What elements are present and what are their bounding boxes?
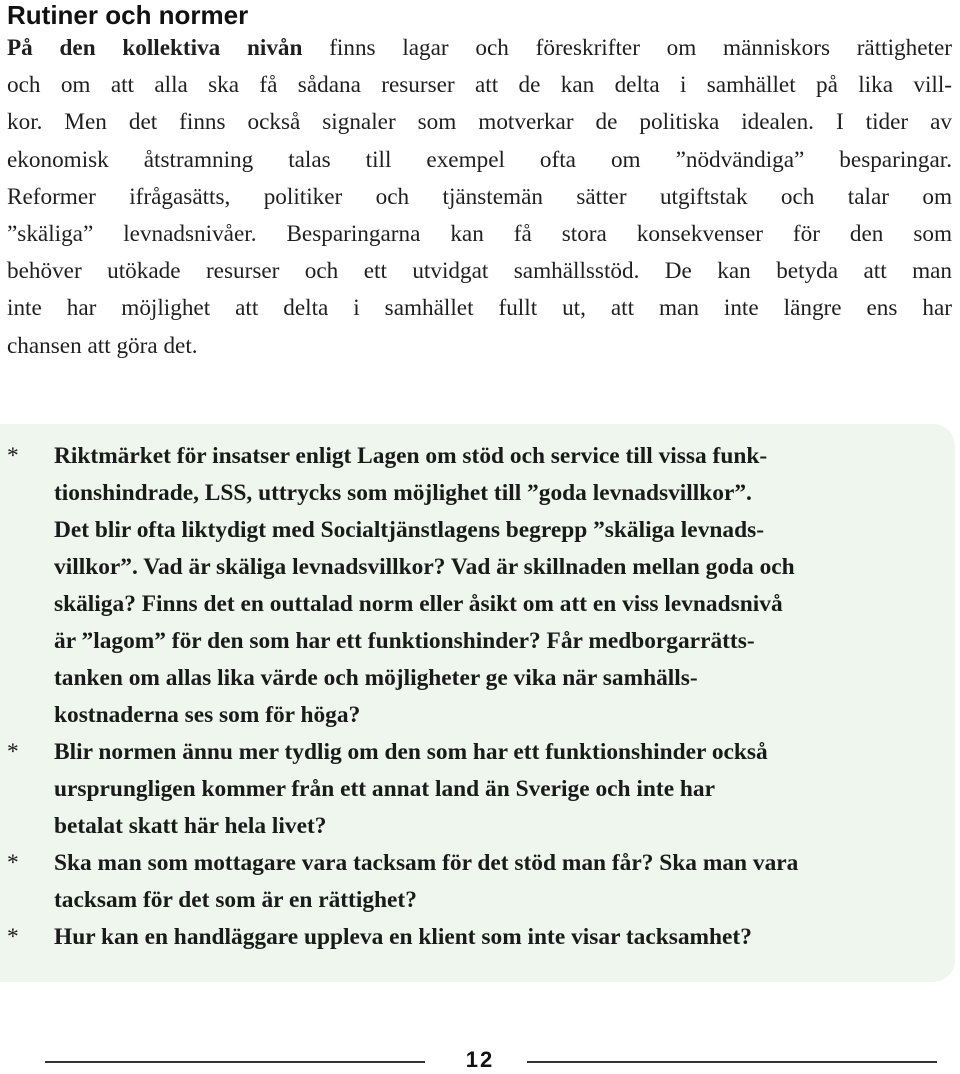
footer-rule-right	[527, 1061, 937, 1063]
intro-line: ekonomisk åtstramning talas till exempel ofta om ”nödvändiga” besparingar.	[7, 146, 952, 173]
question-line: Riktmärket för insatser enligt Lagen om stöd och service till vissa funk-	[54, 443, 768, 469]
question-item	[7, 734, 952, 845]
intro-lead: På den kollektiva nivån	[7, 35, 303, 61]
page-number: 12	[465, 1047, 495, 1072]
intro-line: Reformer ifrågasätts, politiker och tjänstemän sätter utgiftstak och talar om	[7, 183, 952, 210]
question-item	[7, 845, 952, 919]
section-heading: Rutiner och normer	[7, 0, 249, 30]
question-line: skäliga? Finns det en outtalad norm eller åsikt om att en viss levnadsnivå	[54, 591, 783, 617]
question-line: Det blir ofta liktydigt med Socialtjänstlagens begrepp ”skäliga levnads-	[54, 517, 764, 543]
question-line: tionshindrade, LSS, uttrycks som möjlighet till ”goda levnadsvillkor”.	[54, 480, 752, 506]
intro-line: och om att alla ska få sådana resurser att de kan delta i samhället på lika vill-	[7, 72, 952, 99]
intro-line: chansen att göra det.	[7, 332, 198, 359]
question-line: tacksam för det som är en rättighet?	[54, 887, 417, 913]
question-line: tanken om allas lika värde och möjligheter ge vika när samhälls-	[54, 665, 698, 691]
bullet-asterisk: *	[7, 739, 19, 765]
intro-line: inte har möjlighet att delta i samhället fullt ut, att man inte längre ens har	[7, 295, 952, 322]
intro-line: ”skäliga” levnadsnivåer. Besparingarna kan få stora konsekvenser för den som	[7, 221, 952, 248]
question-line: kostnaderna ses som för höga?	[54, 702, 361, 728]
intro-paragraph	[7, 30, 952, 365]
intro-line: kor. Men det finns också signaler som motverkar de politiska idealen. I tider av	[7, 109, 952, 136]
question-item	[7, 919, 952, 956]
bullet-asterisk: *	[7, 443, 19, 469]
bullet-asterisk: *	[7, 850, 19, 876]
question-line: Hur kan en handläggare uppleva en klient som inte visar tacksamhet?	[54, 924, 752, 950]
question-line: Blir normen ännu mer tydlig om den som har ett funktionshinder också	[54, 739, 768, 765]
question-line: villkor”. Vad är skäliga levnadsvillkor? Vad är skillnaden mellan goda och	[54, 554, 795, 580]
bullet-asterisk: *	[7, 924, 19, 950]
question-item	[7, 438, 952, 734]
intro-line	[7, 30, 952, 67]
question-line: är ”lagom” för den som har ett funktionshinder? Får medborgarrätts-	[54, 628, 755, 654]
question-line: ursprungligen kommer från ett annat land än Sverige och inte har	[54, 776, 716, 802]
intro-line-text: finns lagar och föreskrifter om människors rättigheter	[302, 35, 952, 61]
question-line: Ska man som mottagare vara tacksam för det stöd man får? Ska man vara	[54, 850, 799, 876]
question-line: betalat skatt här hela livet?	[54, 813, 327, 839]
footer-rule-left	[45, 1061, 425, 1063]
intro-line: behöver utökade resurser och ett utvidgat samhällsstöd. De kan betyda att man	[7, 258, 952, 285]
question-list	[7, 438, 952, 956]
